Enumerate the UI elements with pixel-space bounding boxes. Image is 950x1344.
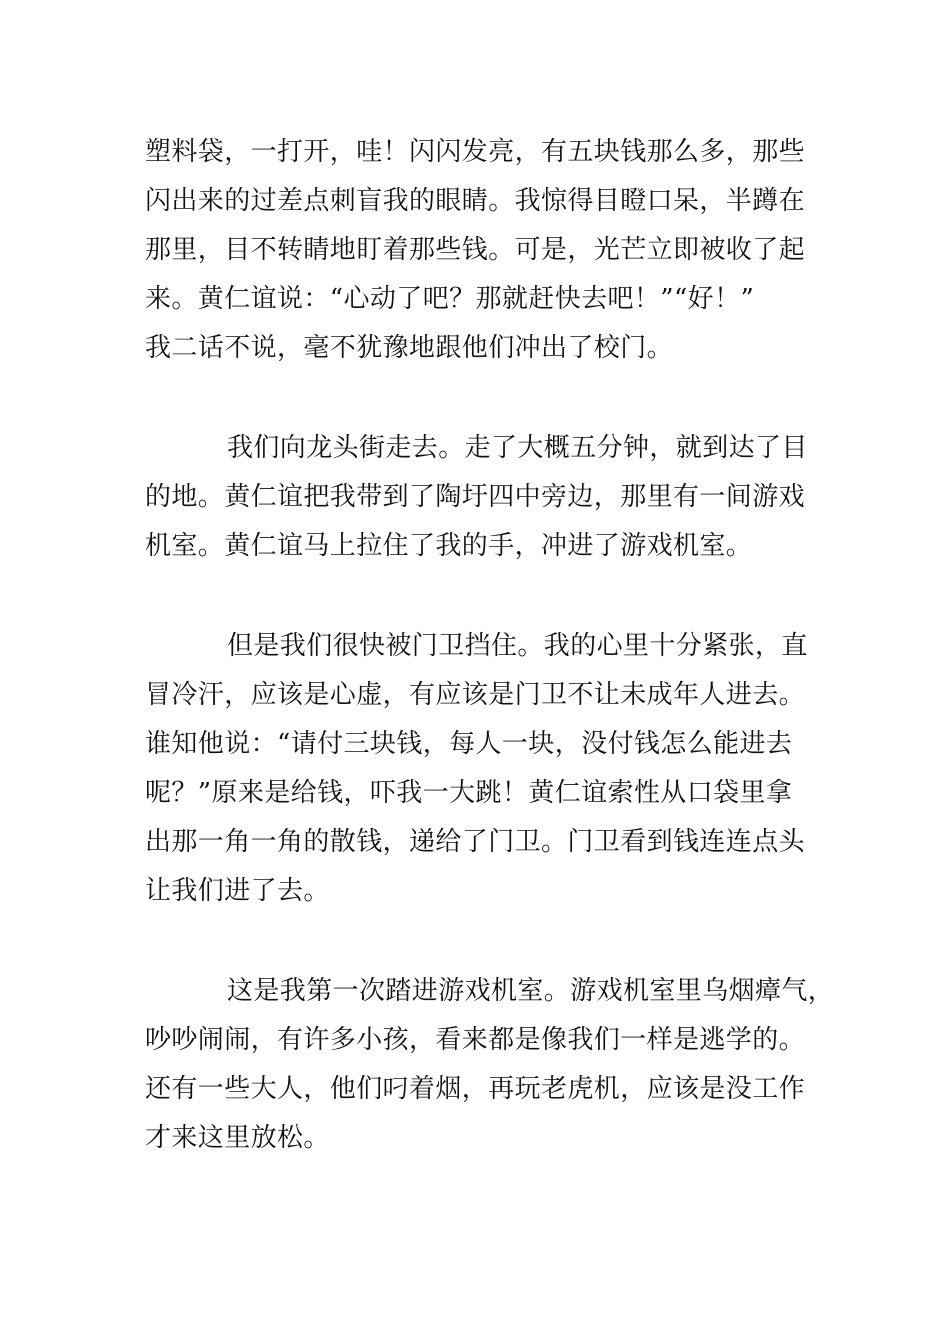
paragraph-line: 出那一角一角的散钱，递给了门卫。门卫看到钱连连点头 (145, 827, 806, 857)
paragraph-line: 但是我们很快被门卫挡住。我的心里十分紧张，直 (227, 631, 808, 661)
paragraph-line: 的地。黄仁谊把我带到了陶圩四中旁边，那里有一间游戏 (145, 482, 806, 512)
paragraph-line: 我们向龙头街走去。走了大概五分钟，就到达了目 (227, 433, 808, 463)
paragraph-3 (145, 622, 810, 916)
paragraph-line: 机室。黄仁谊马上拉住了我的手，冲进了游戏机室。 (145, 531, 753, 561)
paragraph-line: 还有一些大人，他们叼着烟，再玩老虎机，应该是没工作 (145, 1074, 806, 1104)
paragraph-line: 呢？”原来是给钱，吓我一大跳！黄仁谊索性从口袋里拿 (145, 778, 793, 808)
paragraph-line: 吵吵闹闹，有许多小孩，看来都是像我们一样是逃学的。 (145, 1025, 806, 1055)
paragraph-4 (145, 967, 835, 1163)
paragraph-line: 那里，目不转睛地盯着那些钱。可是，光芒立即被收了起 (145, 235, 806, 265)
paragraph-line: 让我们进了去。 (145, 876, 330, 906)
paragraph-line: 我二话不说，毫不犹豫地跟他们冲出了校门。 (145, 333, 674, 363)
paragraph-line: 冒冷汗，应该是心虚，有应该是门卫不让未成年人进去。 (145, 680, 806, 710)
paragraph-2 (145, 424, 810, 571)
paragraph-1 (145, 128, 810, 373)
paragraph-line: 闪出来的过差点刺盲我的眼睛。我惊得目瞪口呆，半蹲在 (145, 186, 806, 216)
paragraph-line: 这是我第一次踏进游戏机室。游戏机室里乌烟瘴气， (227, 976, 835, 1006)
paragraph-line: 才来这里放松。 (145, 1123, 330, 1153)
paragraph-line: 塑料袋，一打开，哇！闪闪发亮，有五块钱那么多，那些 (145, 137, 806, 167)
paragraph-line: 来。黄仁谊说：“心动了吧？那就赶快去吧！”“好！” (145, 284, 755, 314)
paragraph-line: 谁知他说：“请付三块钱，每人一块，没付钱怎么能进去 (145, 729, 793, 759)
